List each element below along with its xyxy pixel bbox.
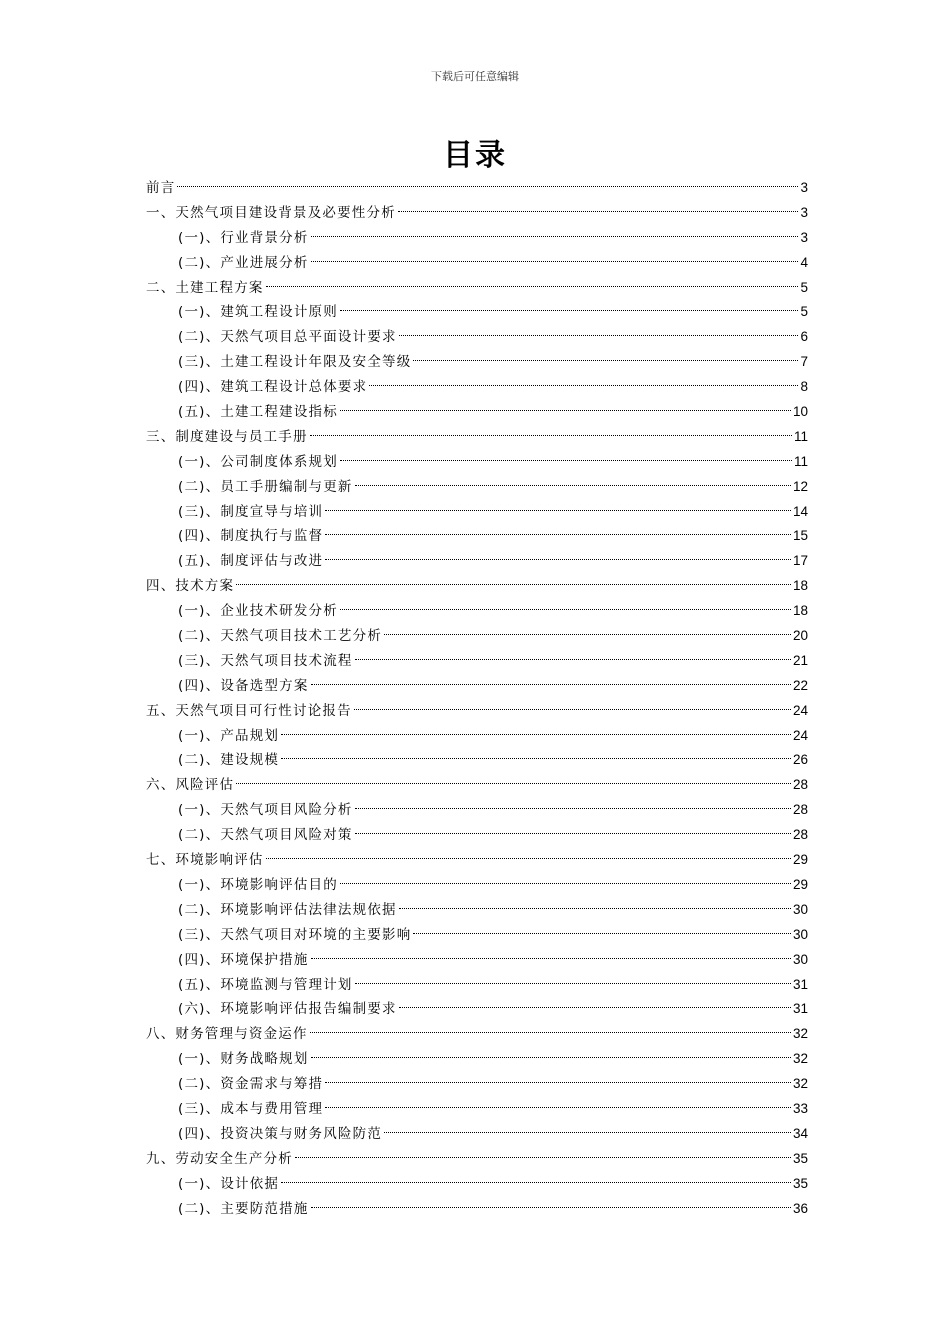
toc-entry-page-number: 15 — [792, 528, 808, 544]
toc-entry[interactable] — [146, 1197, 808, 1222]
toc-entry-page-number: 30 — [792, 901, 808, 917]
toc-entry[interactable] — [146, 176, 808, 201]
toc-entry-page-number: 11 — [793, 453, 808, 469]
toc-dot-leader — [311, 1057, 791, 1058]
toc-entry-label: (一)、行业背景分析 — [178, 229, 309, 246]
toc-entry[interactable] — [146, 798, 808, 823]
toc-dot-leader — [340, 410, 791, 411]
toc-entry-page-number: 28 — [792, 827, 808, 843]
toc-entry[interactable] — [146, 674, 808, 699]
toc-entry-label: (二)、天然气项目技术工艺分析 — [178, 628, 383, 645]
toc-entry[interactable] — [146, 1147, 808, 1172]
toc-entry-label: (四)、建筑工程设计总体要求 — [178, 379, 368, 396]
toc-dot-leader — [281, 1182, 791, 1183]
toc-dot-leader — [340, 460, 792, 461]
toc-dot-leader — [355, 808, 791, 809]
toc-entry-page-number: 32 — [792, 1051, 808, 1067]
toc-entry-label: 五、天然气项目可行性讨论报告 — [146, 702, 352, 719]
toc-dot-leader — [281, 734, 791, 735]
toc-dot-leader — [384, 1132, 791, 1133]
toc-entry-page-number: 28 — [792, 802, 808, 818]
toc-entry-label: (二)、环境影响评估法律法规依据 — [178, 901, 397, 918]
toc-entry[interactable] — [146, 450, 808, 475]
toc-dot-leader — [311, 236, 799, 237]
toc-dot-leader — [355, 485, 791, 486]
toc-entry-page-number: 6 — [800, 329, 808, 345]
toc-entry-label: 八、财务管理与资金运作 — [146, 1026, 308, 1043]
toc-entry-label: 六、风险评估 — [146, 777, 235, 794]
toc-entry-page-number: 32 — [792, 1076, 808, 1092]
toc-entry-page-number: 10 — [792, 404, 808, 420]
toc-entry-label: 七、环境影响评估 — [146, 852, 264, 869]
toc-dot-leader — [399, 908, 791, 909]
toc-dot-leader — [355, 659, 791, 660]
toc-entry[interactable] — [146, 475, 808, 500]
toc-entry-page-number: 3 — [800, 180, 808, 195]
toc-entry-label: (一)、财务战略规划 — [178, 1051, 309, 1068]
toc-entry-label: (一)、设计依据 — [178, 1175, 280, 1192]
toc-dot-leader — [325, 534, 791, 535]
toc-entry-page-number: 17 — [792, 553, 808, 569]
toc-entry-page-number: 3 — [800, 229, 808, 245]
toc-entry[interactable] — [146, 649, 808, 674]
toc-dot-leader — [413, 360, 798, 361]
toc-entry-label: (一)、公司制度体系规划 — [178, 453, 338, 470]
toc-dot-leader — [413, 933, 791, 934]
toc-entry-label: 前言 — [146, 180, 176, 196]
toc-dot-leader — [325, 559, 791, 560]
toc-entry[interactable] — [146, 1047, 808, 1072]
toc-dot-leader — [354, 709, 791, 710]
toc-entry-page-number: 14 — [792, 503, 808, 519]
toc-entry-label: (三)、制度宣导与培训 — [178, 503, 324, 520]
toc-entry-page-number: 30 — [792, 951, 808, 967]
toc-entry-label: (六)、环境影响评估报告编制要求 — [178, 1001, 397, 1018]
toc-entry-page-number: 3 — [800, 204, 808, 220]
toc-entry[interactable] — [146, 500, 808, 525]
toc-dot-leader — [295, 1157, 791, 1158]
toc-dot-leader — [340, 310, 799, 311]
toc-entry-label: (三)、天然气项目对环境的主要影响 — [178, 926, 412, 943]
toc-entry[interactable] — [146, 948, 808, 973]
toc-dot-leader — [310, 1032, 791, 1033]
toc-entry-label: (二)、员工手册编制与更新 — [178, 478, 353, 495]
toc-entry-page-number: 18 — [792, 603, 808, 619]
toc-dot-leader — [325, 1107, 791, 1108]
toc-dot-leader — [340, 609, 791, 610]
toc-entry-label: (三)、天然气项目技术流程 — [178, 652, 353, 669]
toc-entry[interactable] — [146, 1072, 808, 1097]
toc-entry[interactable] — [146, 400, 808, 425]
toc-entry-page-number: 18 — [792, 578, 808, 594]
toc-entry-page-number: 5 — [800, 279, 808, 295]
toc-title: 目录 — [443, 138, 507, 173]
toc-entry-label: (二)、天然气项目风险对策 — [178, 827, 353, 844]
toc-entry-page-number: 7 — [800, 354, 808, 370]
toc-entry-page-number: 24 — [792, 727, 808, 743]
toc-dot-leader — [236, 783, 791, 784]
toc-entry-page-number: 34 — [792, 1125, 808, 1141]
toc-entry-page-number: 28 — [792, 777, 808, 793]
toc-entry-label: (五)、制度评估与改进 — [178, 553, 324, 570]
toc-entry-label: (一)、环境影响评估目的 — [178, 876, 338, 893]
toc-dot-leader — [310, 435, 792, 436]
toc-entry-label: (一)、建筑工程设计原则 — [178, 304, 338, 321]
toc-entry[interactable] — [146, 1022, 808, 1047]
toc-entry[interactable] — [146, 1172, 808, 1197]
toc-dot-leader — [340, 883, 791, 884]
toc-entry-label: (一)、企业技术研发分析 — [178, 603, 338, 620]
toc-entry-page-number: 22 — [792, 677, 808, 693]
toc-entry[interactable] — [146, 898, 808, 923]
toc-entry-page-number: 11 — [793, 428, 808, 444]
toc-entry[interactable] — [146, 973, 808, 998]
toc-entry[interactable] — [146, 923, 808, 948]
toc-dot-leader — [311, 261, 799, 262]
toc-entry[interactable] — [146, 823, 808, 848]
toc-entry[interactable] — [146, 1122, 808, 1147]
toc-entry-label: (一)、产品规划 — [178, 727, 280, 744]
toc-entry[interactable] — [146, 201, 808, 226]
toc-dot-leader — [355, 983, 791, 984]
toc-entry-page-number: 20 — [792, 628, 808, 644]
header-note: 下载后可任意编辑 — [431, 70, 519, 83]
toc-entry-page-number: 33 — [792, 1100, 808, 1116]
toc-list — [146, 176, 808, 1221]
toc-entry-label: 一、天然气项目建设背景及必要性分析 — [146, 204, 396, 221]
toc-entry-page-number: 4 — [800, 254, 808, 270]
toc-entry-page-number: 29 — [792, 876, 808, 892]
toc-dot-leader — [399, 1007, 791, 1008]
toc-dot-leader — [266, 858, 791, 859]
toc-entry[interactable] — [146, 325, 808, 350]
toc-entry-label: (二)、建设规模 — [178, 752, 280, 769]
toc-dot-leader — [311, 1207, 791, 1208]
toc-entry-label: (四)、投资决策与财务风险防范 — [178, 1125, 383, 1142]
toc-entry[interactable] — [146, 300, 808, 325]
toc-dot-leader — [311, 684, 791, 685]
toc-dot-leader — [311, 958, 791, 959]
toc-entry-label: (一)、天然气项目风险分析 — [178, 802, 353, 819]
toc-entry-page-number: 36 — [792, 1200, 808, 1216]
toc-entry[interactable] — [146, 599, 808, 624]
toc-entry[interactable] — [146, 699, 808, 724]
toc-dot-leader — [236, 584, 791, 585]
toc-dot-leader — [384, 634, 791, 635]
toc-entry-label: (二)、产业进展分析 — [178, 254, 309, 271]
toc-entry-page-number: 26 — [792, 752, 808, 768]
toc-dot-leader — [177, 186, 798, 187]
toc-entry[interactable] — [146, 1097, 808, 1122]
toc-dot-leader — [399, 335, 799, 336]
toc-entry[interactable] — [146, 524, 808, 549]
toc-entry[interactable] — [146, 624, 808, 649]
toc-entry-label: (四)、设备选型方案 — [178, 677, 309, 694]
toc-entry-page-number: 31 — [792, 1001, 808, 1017]
toc-entry-page-number: 35 — [792, 1175, 808, 1191]
toc-entry-label: (四)、环境保护措施 — [178, 951, 309, 968]
toc-dot-leader — [369, 385, 798, 386]
toc-entry[interactable] — [146, 773, 808, 798]
toc-entry-page-number: 24 — [792, 702, 808, 718]
toc-entry-page-number: 30 — [792, 926, 808, 942]
toc-entry-label: (四)、制度执行与监督 — [178, 528, 324, 545]
toc-entry-label: (二)、主要防范措施 — [178, 1200, 309, 1217]
toc-entry[interactable] — [146, 375, 808, 400]
toc-entry[interactable] — [146, 549, 808, 574]
toc-dot-leader — [325, 510, 791, 511]
toc-entry-label: 二、土建工程方案 — [146, 279, 264, 296]
toc-entry-label: (二)、天然气项目总平面设计要求 — [178, 329, 397, 346]
toc-entry-page-number: 21 — [792, 652, 808, 668]
toc-entry[interactable] — [146, 748, 808, 773]
toc-entry-page-number: 31 — [792, 976, 808, 992]
toc-entry-label: 四、技术方案 — [146, 578, 235, 595]
toc-entry-page-number: 8 — [800, 379, 808, 395]
toc-entry[interactable] — [146, 251, 808, 276]
toc-entry-page-number: 12 — [792, 478, 808, 494]
toc-entry-label: (三)、土建工程设计年限及安全等级 — [178, 354, 412, 371]
toc-dot-leader — [398, 211, 799, 212]
toc-entry[interactable] — [146, 873, 808, 898]
toc-entry-label: (五)、环境监测与管理计划 — [178, 976, 353, 993]
toc-dot-leader — [266, 286, 799, 287]
toc-dot-leader — [325, 1082, 791, 1083]
toc-entry[interactable] — [146, 276, 808, 301]
toc-entry[interactable] — [146, 724, 808, 749]
toc-entry-label: (三)、成本与费用管理 — [178, 1100, 324, 1117]
toc-entry[interactable] — [146, 574, 808, 599]
toc-entry[interactable] — [146, 350, 808, 375]
toc-entry[interactable] — [146, 997, 808, 1022]
toc-entry-page-number: 32 — [792, 1026, 808, 1042]
toc-entry[interactable] — [146, 848, 808, 873]
toc-dot-leader — [355, 833, 791, 834]
toc-entry[interactable] — [146, 425, 808, 450]
toc-entry-page-number: 29 — [792, 852, 808, 868]
toc-dot-leader — [281, 758, 791, 759]
toc-entry-label: (五)、土建工程建设指标 — [178, 404, 338, 421]
toc-entry-page-number: 5 — [800, 304, 808, 320]
toc-entry-label: (二)、资金需求与筹措 — [178, 1076, 324, 1093]
toc-entry-label: 三、制度建设与员工手册 — [146, 428, 308, 445]
toc-entry[interactable] — [146, 226, 808, 251]
toc-entry-page-number: 35 — [792, 1150, 808, 1166]
toc-entry-label: 九、劳动安全生产分析 — [146, 1150, 293, 1167]
